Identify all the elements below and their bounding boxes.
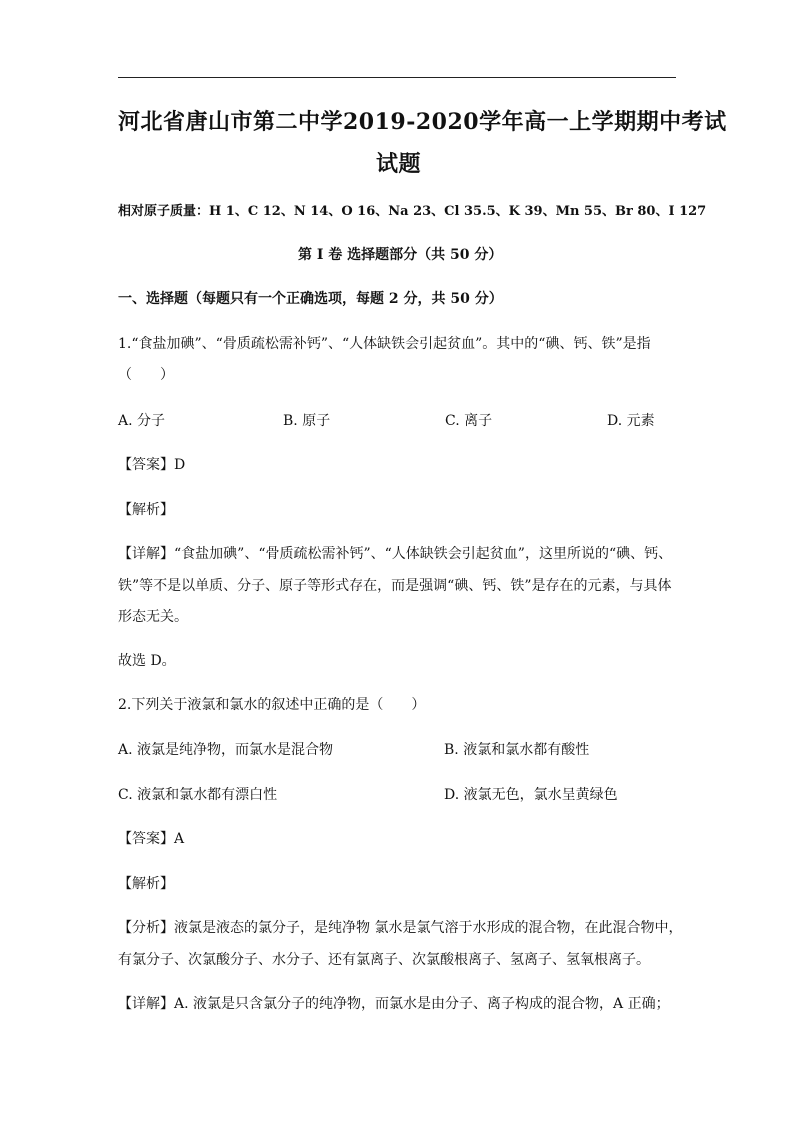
q1-option-d: D. 元素	[607, 413, 655, 429]
q1-stem: 1.“食盐加碘”、“骨质疏松需补钙”、“人体缺铁会引起贫血”。其中的“碘、钙、铁”是指	[118, 336, 651, 352]
q2-answer: 【答案】A	[118, 831, 185, 847]
page-title-line1: 河北省唐山市第二中学2019-2020学年高一上学期期中考试	[118, 109, 727, 135]
q2-analysis-label: 【解析】	[118, 876, 174, 892]
page-title-line2: 试题	[376, 151, 422, 177]
q2-fenxi-line2: 有氯分子、次氯酸分子、水分子、还有氯离子、次氯酸根离子、氢离子、氢氧根离子。	[118, 952, 650, 968]
q2-fenxi-line1: 【分析】液氯是液态的氯分子，是纯净物 氯水是氯气溶于水形成的混合物，在此混合物中，	[118, 920, 683, 936]
q1-analysis-label: 【解析】	[118, 502, 174, 518]
q2-stem: 2.下列关于液氯和氯水的叙述中正确的是（ ）	[118, 697, 426, 713]
q2-option-d: D. 液氯无色，氯水呈黄绿色	[444, 787, 618, 803]
q1-option-c: C. 离子	[445, 413, 493, 429]
q1-option-a: A. 分子	[118, 413, 166, 429]
q2-detail-line1: 【详解】A. 液氯是只含氯分子的纯净物，而氯水是由分子、离子构成的混合物，A 正确；	[118, 996, 670, 1012]
q1-detail-line3: 形态无关。	[118, 609, 188, 625]
q1-detail-line2: 铁”等不是以单质、分子、原子等形式存在，而是强调“碘、钙、铁”是存在的元素，与具体	[118, 578, 672, 594]
q1-answer: 【答案】D	[118, 457, 186, 473]
header-rule	[118, 77, 676, 78]
q2-option-c: C. 液氯和氯水都有漂白性	[118, 787, 278, 803]
section-header: 第 I 卷 选择题部分（共 50 分）	[298, 247, 503, 263]
part-header: 一、选择题（每题只有一个正确选项，每题 2 分，共 50 分）	[118, 291, 503, 307]
q1-paren: （ ）	[118, 367, 174, 383]
q1-conclusion: 故选 D。	[118, 653, 176, 669]
q2-option-a: A. 液氯是纯净物，而氯水是混合物	[118, 742, 334, 758]
q1-option-b: B. 原子	[283, 413, 331, 429]
q2-option-b: B. 液氯和氯水都有酸性	[444, 742, 590, 758]
q1-detail-line1: 【详解】“食盐加碘”、“骨质疏松需补钙”、“人体缺铁会引起贫血”，这里所说的“碘、钙、	[118, 546, 673, 562]
atomic-masses: 相对原子质量：H 1、C 12、N 14、O 16、Na 23、Cl 35.5、K 39、Mn 55、Br 80、I 127	[118, 204, 707, 219]
